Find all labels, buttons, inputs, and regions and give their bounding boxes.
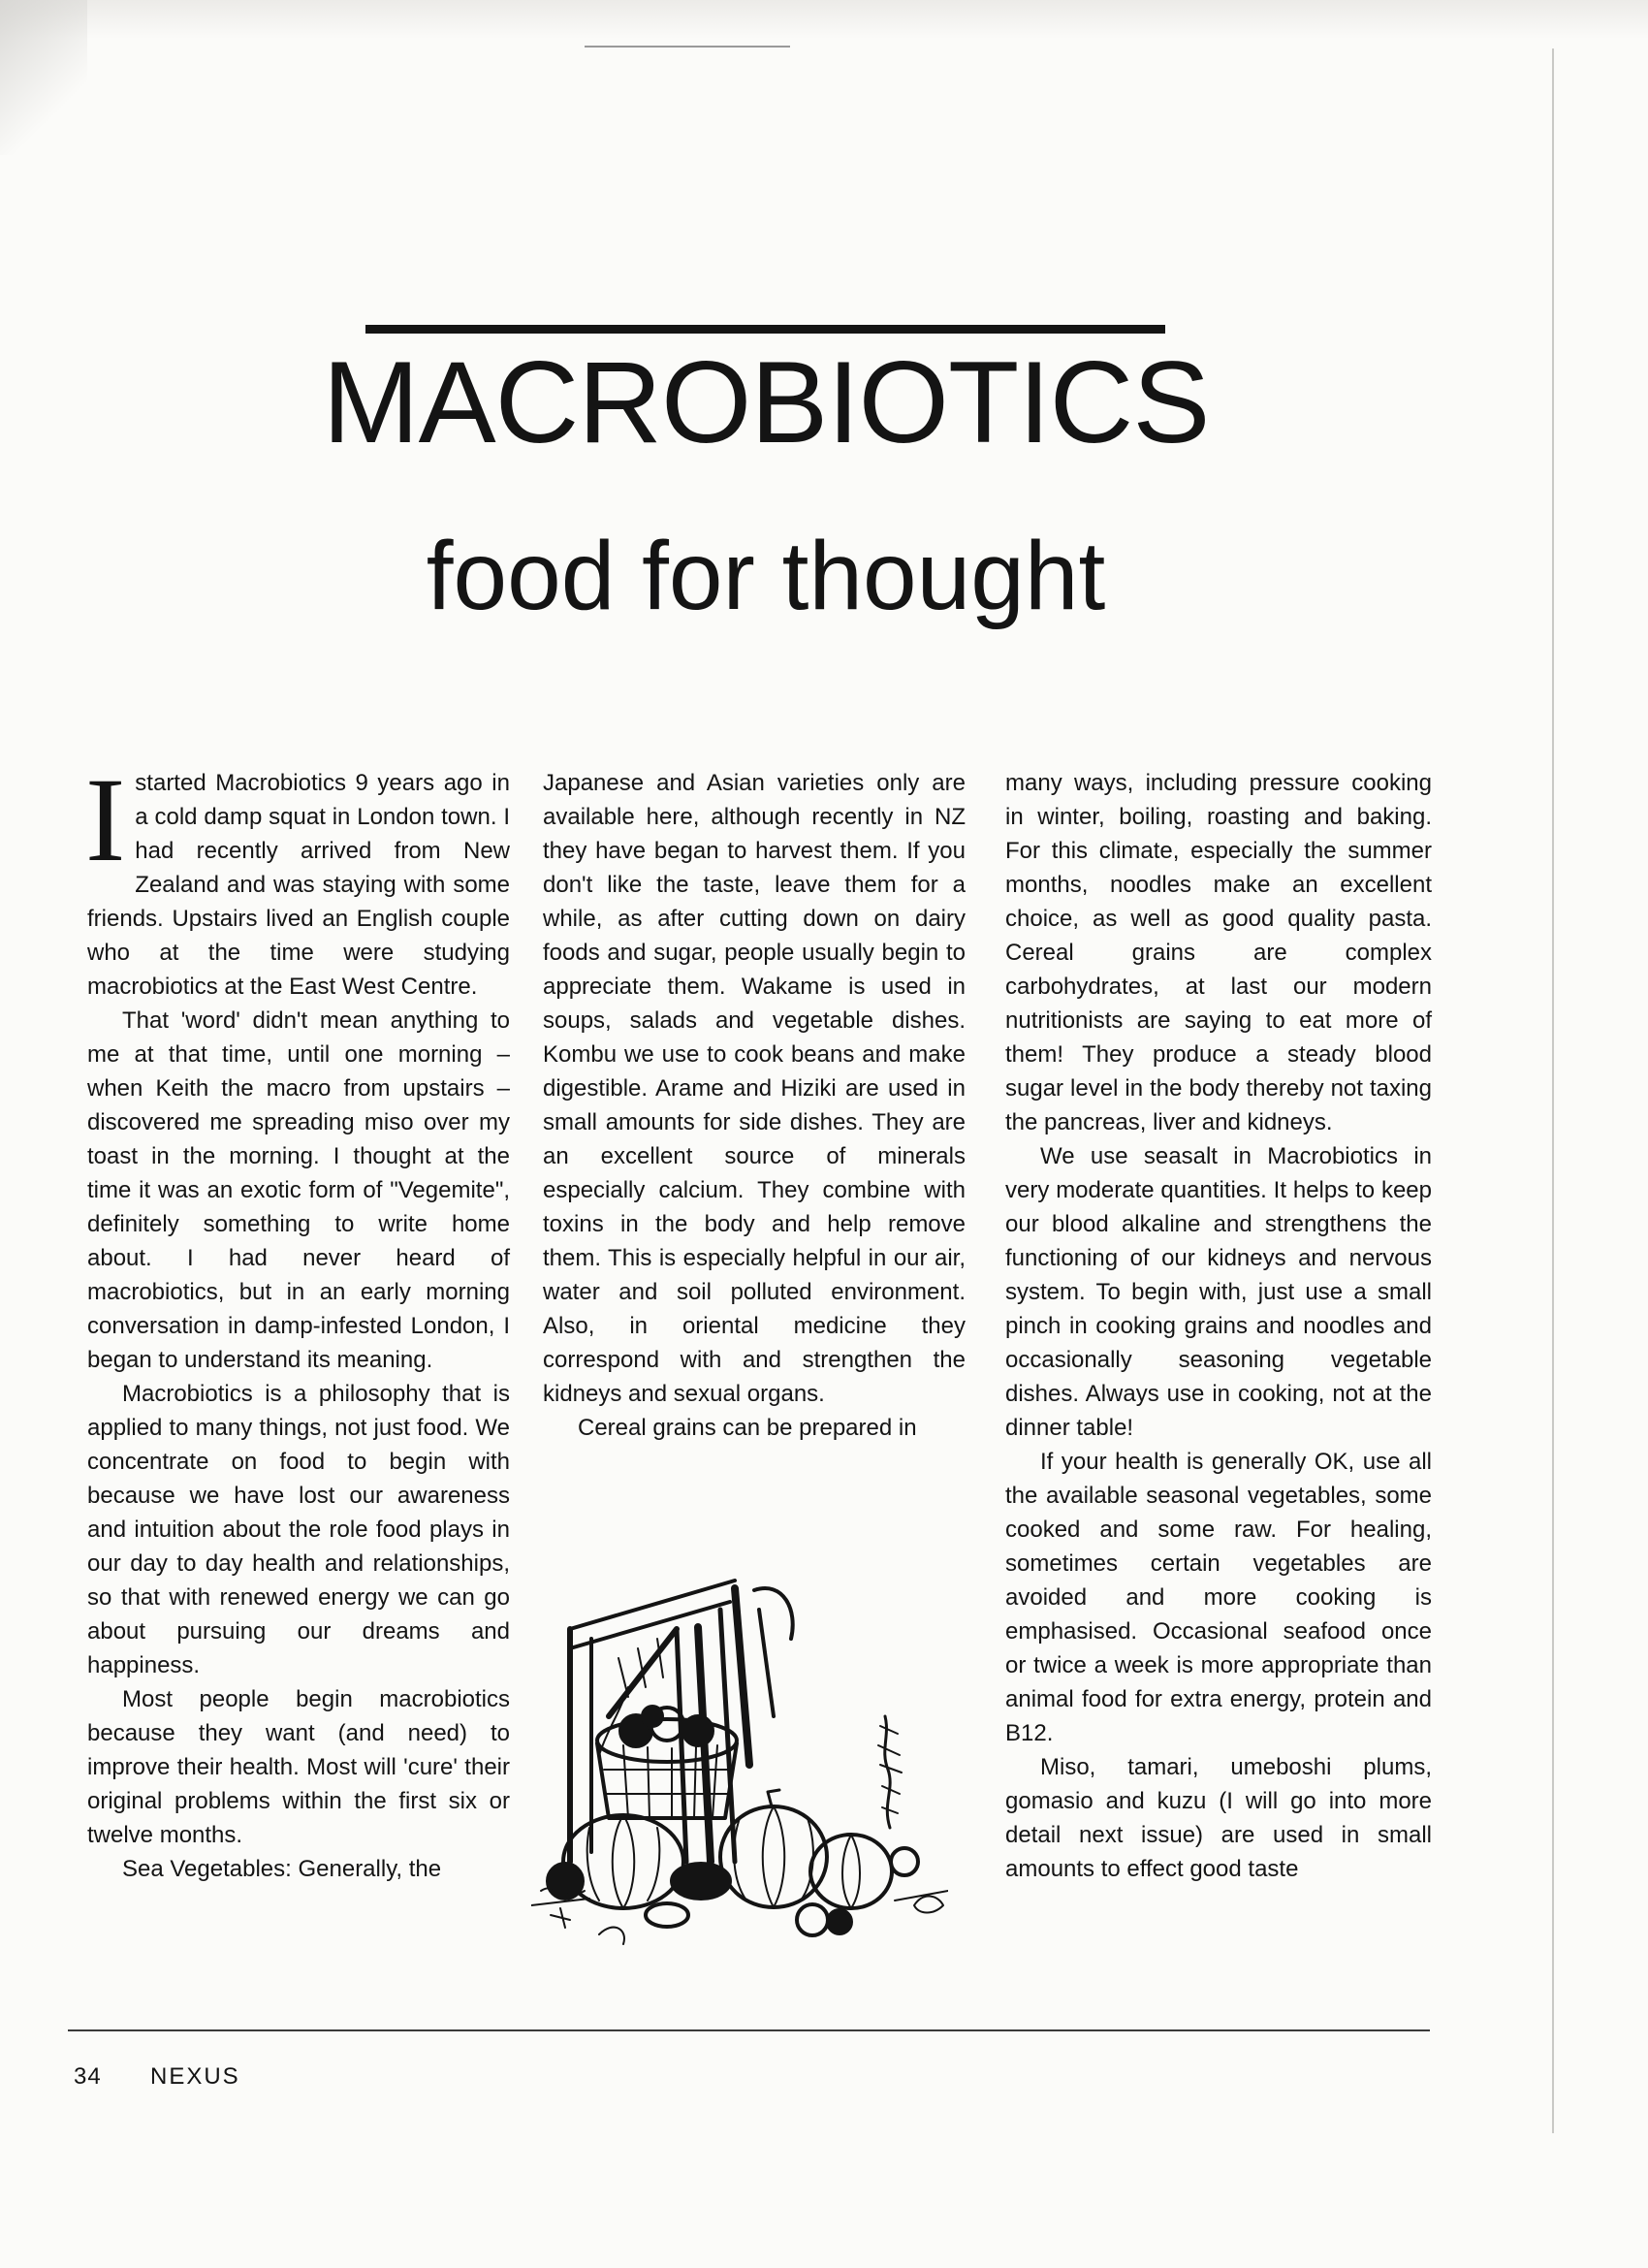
magazine-name: NEXUS — [150, 2063, 240, 2090]
paragraph: Cereal grains can be prepared in — [578, 1415, 917, 1441]
paragraph: Japanese and Asian varieties only are available here, although recently in NZ they have began to harvest them. If you don't like the taste, leave them for a while, as after cutting down on dairy foods and sugar, people usually begin to appreciate them. Wakame is used in soups, salads and vegetable dishes. Kombu we use to cook beans and make digestible. Arame and Hiziki are used in small amounts for side dishes. They are an excellent source of minerals especially calcium. They combine with toxins in the body and help remove them. This is especially helpful in our air, water and soil polluted environment. Also, in oriental medicine they correspond with and strengthen the kidneys and sexual organs. — [543, 770, 966, 1407]
top-rule — [585, 46, 790, 48]
paragraph: Macrobiotics is a philosophy that is applied to many things, not just food. We concentrate on food to begin with because we have lost our awareness and intuition about the role food plays in our day to day health and relationships, so that with renewed energy we can go about pursuing our dreams and happiness. — [87, 1381, 510, 1678]
scan-shadow-top — [0, 0, 1648, 39]
paragraph: Sea Vegetables: Generally, the — [122, 1856, 442, 1882]
paragraph — [85, 753, 510, 1004]
page-edge-line — [1552, 48, 1554, 2133]
paragraph: many ways, including pressure cooking in winter, boiling, roasting and baking. For this climate, especially the summer months, noodles make an excellent choice, as well as good quality pasta. Cereal grains are complex carbohydrates, at last our modern nutritionists are saying to eat more of them! They produce a steady blood sugar level in the body thereby not taxing the pancreas, liver and kidneys. — [1005, 770, 1432, 1135]
harvest-vegetables-illustration — [531, 1571, 948, 1949]
paragraph: We use seasalt in Macrobiotics in very moderate quantities. It helps to keep our blood alkaline and strengthens the functioning of our kidneys and nervous system. To begin with, just use a small pinch in cooking grains and noodles and occasionally seasoning vegetable dishes. Always use in cooking, not at the dinner table! — [1005, 1143, 1432, 1441]
article-title: MACROBIOTICS — [322, 337, 1210, 467]
scan-shadow-corner — [0, 0, 87, 155]
article-column-3 — [1005, 766, 1432, 1886]
paragraph: Most people begin macrobiotics because they want (and need) to improve their health. Most will 'cure' their original problems within the first six or twelve months. — [87, 1686, 510, 1848]
paragraph: That 'word' didn't mean anything to me at that time, until one morning – when Keith the macro from upstairs – discovered me spreading miso over my toast in the morning. I thought at the time it was an exotic form of "Vegemite", definitely something to write home about. I had never heard of macrobiotics, but in an early morning conversation in damp-infested London, I began to understand its meaning. — [87, 1007, 510, 1373]
article-column-2 — [543, 766, 966, 1445]
footer-rule — [68, 2029, 1430, 2031]
title-rule — [365, 325, 1165, 334]
page-number: 34 — [74, 2063, 102, 2090]
paragraph-text: started Macrobiotics 9 years ago in a cold damp squat in London town. I had recently arrived from New Zealand and was staying with some friends. Upstairs lived an English couple who at the time were studying macrobiotics at the East West Centre. — [87, 770, 510, 1000]
drop-cap: I — [85, 753, 126, 886]
article-column-1 — [85, 753, 510, 1886]
paragraph: If your health is generally OK, use all the available seasonal vegetables, some cooked and some raw. For healing, sometimes certain vegetables are avoided and more cooking is emphasised. Occasional seafood once or twice a week is more appropriate than animal food for extra energy, protein and B12. — [1005, 1449, 1432, 1746]
article-subtitle: food for thought — [426, 522, 1106, 630]
paragraph: Miso, tamari, umeboshi plums, gomasio and kuzu (I will go into more detail next issue) are used in small amounts to effect good taste — [1005, 1754, 1432, 1882]
